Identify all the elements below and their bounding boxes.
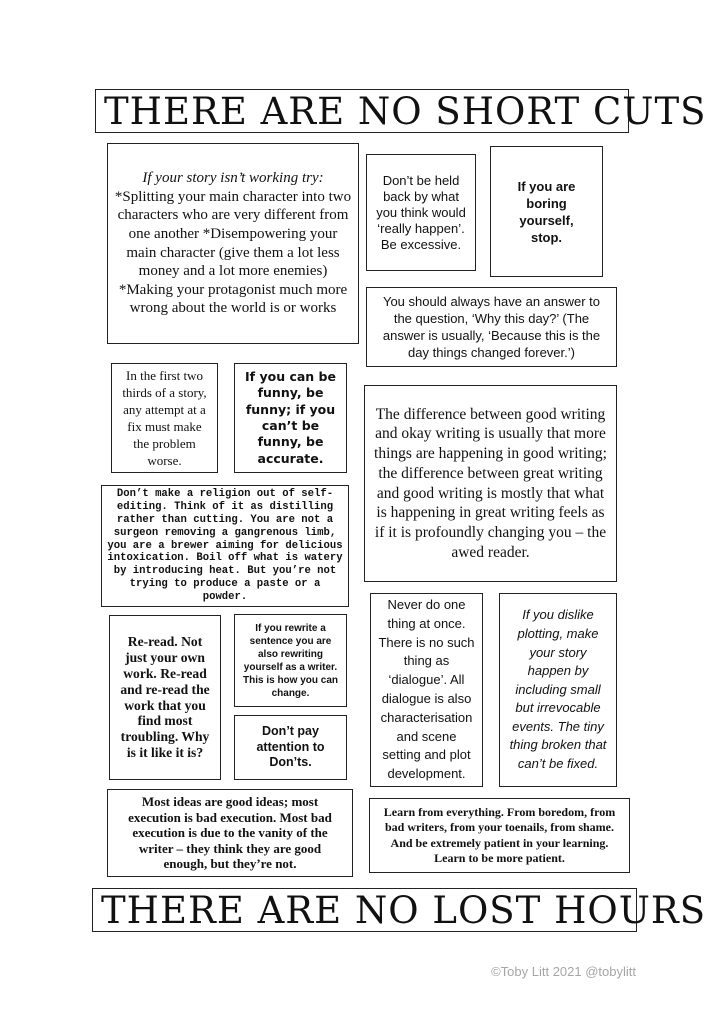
tip-be-excessive <box>366 154 476 271</box>
tip-reread-text: Re-read. Not just your own work. Re-read and re-read the work that you find most troubling. Why is it like it is? <box>120 633 210 761</box>
tip-funny-text: If you can be funny, be funny; if you can’t be funny, be accurate. <box>245 368 336 466</box>
tip-good-vs-great <box>364 385 617 582</box>
tip-learn <box>369 798 630 873</box>
tip-donts <box>234 715 347 780</box>
tip-funny <box>234 363 347 473</box>
tip-good-vs-great-text: The difference between good writing and okay writing is usually that more things are happening in good writing; the difference between great writing and good writing is mostly that what is happening in great writing feels as if it is profoundly changing you – the awed reader. <box>374 405 607 561</box>
tip-fix-worse <box>111 363 218 473</box>
tip-rewrite <box>234 614 347 707</box>
tip-boring <box>490 146 603 277</box>
tip-one-thing-text: Never do one thing at once. There is no such thing as ‘dialogue’. All dialogue is also characterisation and scene setting and plot development. <box>378 597 475 782</box>
tip-execution-text: Most ideas are good ideas; most execution is bad execution. Most bad execution is due to the vanity of the writer – they think they are good enough, but they’re not. <box>128 794 332 872</box>
tip-why-this-day <box>366 287 617 367</box>
tip-plotting-text: If you dislike plotting, make your story happen by including small but irrevocable events. The tiny thing broken that can’t be fixed. <box>509 607 607 772</box>
tip-fix-worse-text: In the first two thirds of a story, any attempt at a fix must make the problem worse. <box>122 368 207 468</box>
tip-split-body: *Splitting your main character into two characters who are very different from one another *Disempowering your main character (give them a lot less money and a lot more enemies) *Making your protagonist much more wrong about the world is or works <box>114 188 352 317</box>
tip-split-intro: If your story isn’t working try: <box>142 170 324 187</box>
tip-split-character <box>107 143 359 344</box>
tip-reread <box>109 615 221 780</box>
tip-execution <box>107 789 353 877</box>
tip-distilling <box>101 485 349 607</box>
copyright-credit: ©Toby Litt 2021 @tobylitt <box>491 964 636 979</box>
tip-plotting <box>499 593 617 787</box>
tip-distilling-text: Don’t make a religion out of self-editing. Think of it as distilling rather than cutting. You are not a surgeon removing a gangrenous limb, you are a brewer aiming for delicious intoxication. Boil off what is watery by introducing heat. But you’re not trying to produce a paste or a powder. <box>107 488 343 603</box>
title-top: THERE ARE NO SHORT CUTS <box>95 89 629 133</box>
tip-boring-text: If you are boring yourself, stop. <box>517 178 576 245</box>
tip-learn-text: Learn from everything. From boredom, from bad writers, from your toenails, from shame. And be extremely patient in your learning. Learn to be more patient. <box>383 804 616 865</box>
tip-one-thing <box>370 593 483 787</box>
title-bottom: THERE ARE NO LOST HOURS <box>92 888 637 932</box>
tip-rewrite-text: If you rewrite a sentence you are also rewriting yourself as a writer. This is how you can change. <box>242 622 338 699</box>
tip-donts-text: Don’t pay attention to Don’ts. <box>256 724 325 770</box>
tip-be-excessive-text: Don’t be held back by what you think would ‘really happen’. Be excessive. <box>376 172 466 252</box>
tip-why-this-day-text: You should always have an answer to the question, ‘Why this day?’ (The answer is usually, ‘Because this is the day things changed forever.’) <box>382 294 601 360</box>
